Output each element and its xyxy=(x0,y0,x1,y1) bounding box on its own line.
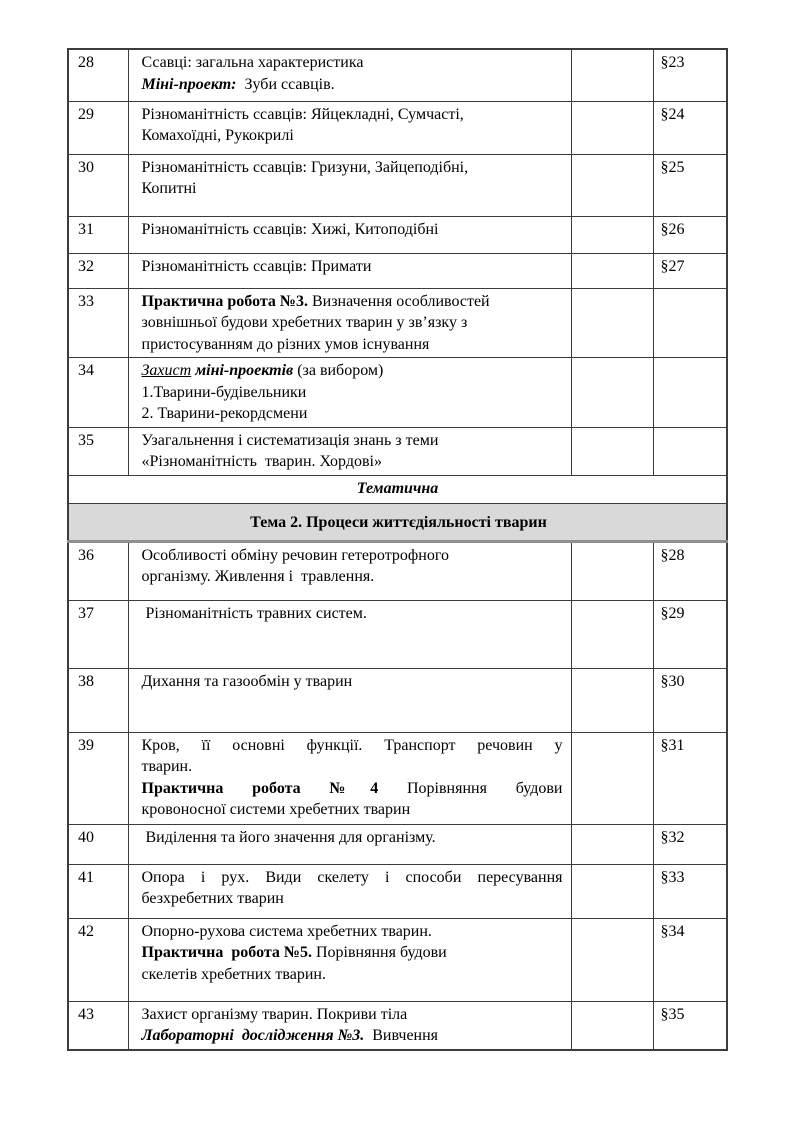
lesson-number-cell: 35 xyxy=(68,427,128,475)
lesson-number-cell: 29 xyxy=(68,101,128,154)
lesson-topic-cell xyxy=(128,288,571,358)
text-run: 1.Тварини-будівельники xyxy=(141,383,307,401)
topic-line xyxy=(142,921,563,943)
lesson-row xyxy=(68,288,727,358)
paragraph-ref-cell: §35 xyxy=(653,1001,727,1050)
lesson-plan-rows xyxy=(68,49,727,1050)
topic-line xyxy=(142,964,563,986)
topic-line xyxy=(142,778,563,800)
paragraph-ref-cell xyxy=(653,358,727,428)
empty-cell xyxy=(571,358,653,428)
lesson-topic-cell xyxy=(128,541,571,600)
text-run: Порівняння будови xyxy=(378,779,563,797)
text-run: пристосуванням до різних умов існування xyxy=(141,335,430,353)
topic-line xyxy=(142,888,563,910)
lesson-row xyxy=(68,668,727,732)
lesson-row xyxy=(68,918,727,1001)
lesson-topic-cell xyxy=(128,918,571,1001)
lesson-number-cell: 42 xyxy=(68,918,128,1001)
text-run: міні-проектів xyxy=(195,362,294,379)
text-run: Комахоїдні, Рукокрилі xyxy=(141,127,294,144)
topic-line xyxy=(142,942,563,964)
empty-cell xyxy=(571,918,653,1001)
text-run: Лабораторні дослідження №3. xyxy=(141,1027,365,1044)
topic-line xyxy=(142,566,563,588)
empty-cell xyxy=(571,668,653,732)
paragraph-ref-cell: §30 xyxy=(653,668,727,732)
text-run: Особливості обміну речовин гетеротрофного xyxy=(141,546,449,564)
text-run: Різноманітність ссавців: Яйцекладні, Сумчасті, xyxy=(141,105,464,123)
lesson-number-cell: 34 xyxy=(68,358,128,428)
topic-line xyxy=(142,827,563,849)
lesson-row xyxy=(68,49,727,101)
text-run: Порівняння будови xyxy=(312,944,447,961)
empty-cell xyxy=(571,732,653,824)
text-run: скелетів хребетних тварин. xyxy=(141,965,326,983)
empty-cell xyxy=(571,288,653,358)
lesson-topic-cell xyxy=(128,732,571,824)
lesson-topic-cell xyxy=(128,49,571,101)
lesson-number-cell: 31 xyxy=(68,216,128,253)
empty-cell xyxy=(571,864,653,918)
empty-cell xyxy=(571,824,653,864)
text-run: Практична робота №3. xyxy=(141,292,308,310)
text-run: Виділення та його значення для організму. xyxy=(141,828,436,846)
topic-line xyxy=(142,125,563,147)
lesson-number-cell: 36 xyxy=(68,541,128,600)
empty-cell xyxy=(571,49,653,101)
topic-line xyxy=(142,735,563,757)
empty-cell xyxy=(571,101,653,154)
lesson-number-cell: 41 xyxy=(68,864,128,918)
lesson-number-cell: 30 xyxy=(68,154,128,216)
topic-line xyxy=(142,74,563,96)
lesson-row xyxy=(68,253,727,288)
text-run: Практична робота №4 xyxy=(141,779,379,797)
topic-line xyxy=(142,671,563,693)
topic-line xyxy=(142,603,563,625)
assessment-label: Тематична xyxy=(68,475,727,503)
theme-title: Тема 2. Процеси життєдіяльності тварин xyxy=(68,503,727,541)
topic-line xyxy=(142,451,563,473)
empty-cell xyxy=(571,216,653,253)
paragraph-ref-cell: §28 xyxy=(653,541,727,600)
lesson-number-cell: 33 xyxy=(68,288,128,358)
topic-line xyxy=(142,52,563,74)
text-run: Ссавці: загальна характеристика xyxy=(141,54,364,71)
empty-cell xyxy=(571,1001,653,1050)
theme-header-row xyxy=(68,503,727,541)
topic-line xyxy=(142,219,563,241)
topic-line xyxy=(142,403,563,425)
lesson-number-cell: 28 xyxy=(68,49,128,101)
lesson-row xyxy=(68,824,727,864)
topic-line xyxy=(142,256,563,278)
lesson-topic-cell xyxy=(128,1001,571,1050)
lesson-row xyxy=(68,541,727,600)
text-run: кровоносної системи хребетних тварин xyxy=(141,801,411,818)
text-run: Захист організму тварин. Покриви тіла xyxy=(141,1005,408,1023)
paragraph-ref-cell: §34 xyxy=(653,918,727,1001)
text-run: «Різноманітність тварин. Хордові» xyxy=(141,453,382,470)
assessment-row xyxy=(68,475,727,503)
topic-line xyxy=(142,157,563,179)
lesson-number-cell: 43 xyxy=(68,1001,128,1050)
lesson-topic-cell xyxy=(128,101,571,154)
text-run: Узагальнення і систематизація знань з теми xyxy=(141,431,439,449)
paragraph-ref-cell: §33 xyxy=(653,864,727,918)
text-run: Практична робота №5. xyxy=(141,944,312,961)
paragraph-ref-cell: §27 xyxy=(653,253,727,288)
lesson-topic-cell xyxy=(128,824,571,864)
lesson-row xyxy=(68,427,727,475)
empty-cell xyxy=(571,600,653,668)
lesson-topic-cell xyxy=(128,358,571,428)
lesson-row xyxy=(68,358,727,428)
lesson-row xyxy=(68,732,727,824)
topic-line xyxy=(142,1025,563,1047)
lesson-row xyxy=(68,101,727,154)
text-run: Копитні xyxy=(141,180,197,197)
empty-cell xyxy=(571,427,653,475)
empty-cell xyxy=(571,253,653,288)
text-run: Опора і рух. Види скелету і способи пересування xyxy=(141,868,563,886)
text-run: організму. Живлення і травлення. xyxy=(141,568,375,585)
text-run: Захист xyxy=(141,362,192,379)
paragraph-ref-cell: §26 xyxy=(653,216,727,253)
text-run: Різноманітність ссавців: Гризуни, Зайцеподібні, xyxy=(141,158,469,176)
text-run: зовнішньої будови хребетних тварин у зв’язку з xyxy=(141,314,468,331)
text-run: Зуби ссавців. xyxy=(236,75,335,93)
lesson-row xyxy=(68,216,727,253)
topic-line xyxy=(142,867,563,889)
topic-line xyxy=(142,360,563,382)
lesson-topic-cell xyxy=(128,154,571,216)
text-run: Вивчення xyxy=(364,1027,439,1044)
text-run: Визначення особливостей xyxy=(308,292,490,310)
text-run: Кров, її основні функції. Транспорт речовин у xyxy=(141,736,563,754)
topic-line xyxy=(142,799,563,821)
text-run: Дихання та газообмін у тварин xyxy=(141,672,353,690)
text-run: 2. Тварини-рекордсмени xyxy=(141,405,308,422)
lesson-number-cell: 40 xyxy=(68,824,128,864)
text-run: (за вибором) xyxy=(293,362,384,379)
paragraph-ref-cell: §32 xyxy=(653,824,727,864)
lesson-topic-cell xyxy=(128,600,571,668)
text-run: Міні-проект: xyxy=(141,75,237,93)
lesson-number-cell: 38 xyxy=(68,668,128,732)
paragraph-ref-cell: §23 xyxy=(653,49,727,101)
lesson-number-cell: 32 xyxy=(68,253,128,288)
topic-line xyxy=(142,291,563,313)
topic-line xyxy=(142,334,563,356)
topic-line xyxy=(142,178,563,200)
topic-line xyxy=(142,104,563,126)
text-run: Різноманітність ссавців: Примати xyxy=(141,257,372,275)
lesson-topic-cell xyxy=(128,668,571,732)
lesson-number-cell: 37 xyxy=(68,600,128,668)
paragraph-ref-cell xyxy=(653,427,727,475)
topic-line xyxy=(142,312,563,334)
lesson-plan-table xyxy=(67,48,728,1051)
topic-line xyxy=(142,430,563,452)
topic-line xyxy=(142,1004,563,1026)
paragraph-ref-cell: §29 xyxy=(653,600,727,668)
paragraph-ref-cell: §25 xyxy=(653,154,727,216)
lesson-row xyxy=(68,1001,727,1050)
topic-line xyxy=(142,382,563,404)
lesson-row xyxy=(68,600,727,668)
paragraph-ref-cell: §31 xyxy=(653,732,727,824)
text-run: безхребетних тварин xyxy=(141,890,284,907)
lesson-topic-cell xyxy=(128,216,571,253)
empty-cell xyxy=(571,154,653,216)
lesson-row xyxy=(68,864,727,918)
topic-line xyxy=(142,756,563,778)
paragraph-ref-cell xyxy=(653,288,727,358)
text-run: Різноманітність травних систем. xyxy=(141,604,367,622)
empty-cell xyxy=(571,541,653,600)
lesson-row xyxy=(68,154,727,216)
lesson-topic-cell xyxy=(128,864,571,918)
text-run: Різноманітність ссавців: Хижі, Китоподібні xyxy=(141,220,439,238)
topic-line xyxy=(142,545,563,567)
lesson-topic-cell xyxy=(128,427,571,475)
paragraph-ref-cell: §24 xyxy=(653,101,727,154)
lesson-topic-cell xyxy=(128,253,571,288)
text-run: Опорно-рухова система хребетних тварин. xyxy=(141,922,432,940)
lesson-number-cell: 39 xyxy=(68,732,128,824)
text-run: тварин. xyxy=(141,758,193,775)
